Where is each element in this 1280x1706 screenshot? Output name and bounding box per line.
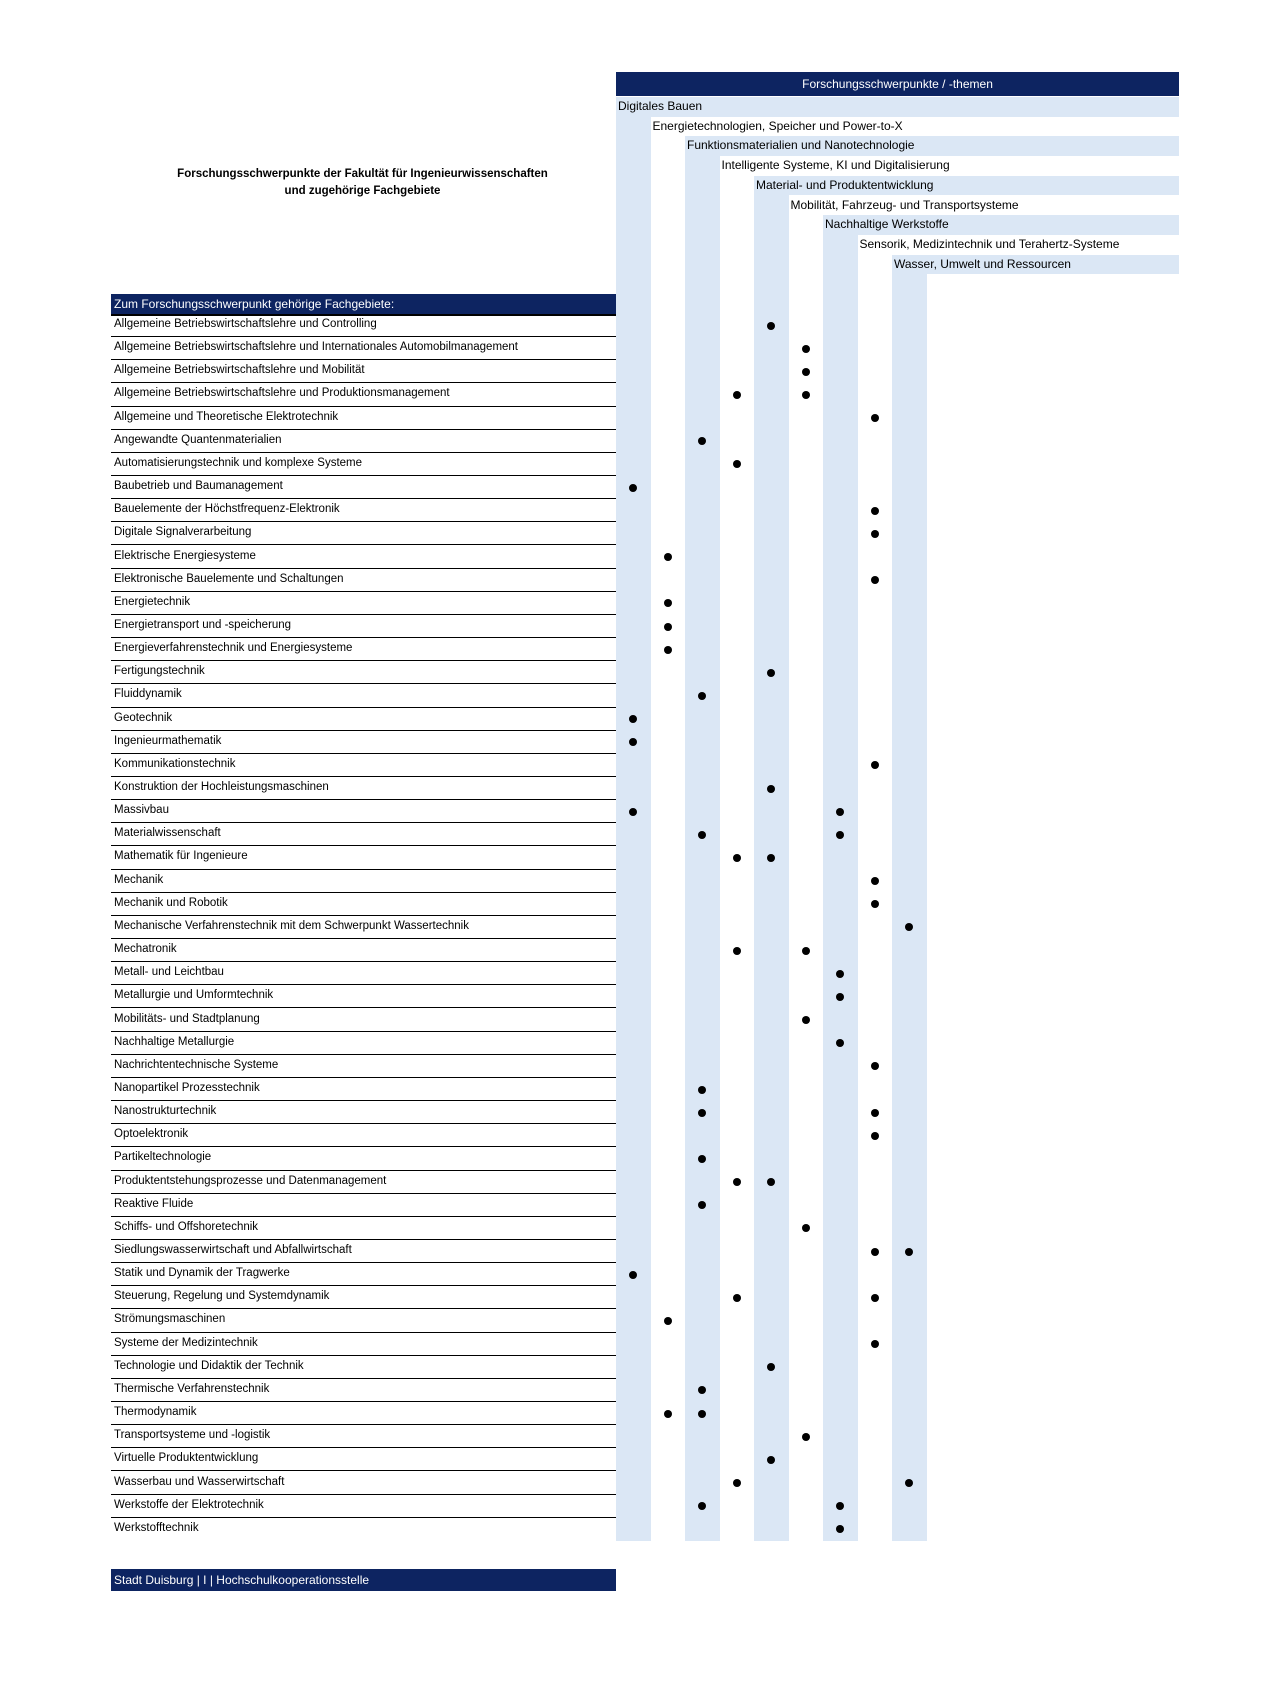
mark-dot: [767, 785, 775, 793]
mark-dot: [802, 391, 810, 399]
mark-dot: [836, 808, 844, 816]
table-row: [111, 638, 616, 661]
mark-dot: [802, 1433, 810, 1441]
footer-bar: [111, 1569, 616, 1591]
table-row: [111, 1425, 616, 1448]
fachgebiet-label: Baubetrieb und Baumanagement: [114, 480, 283, 493]
fachgebiet-label: Transportsysteme und -logistik: [114, 1429, 271, 1442]
table-row: [111, 1171, 616, 1194]
mark-dot: [698, 1109, 706, 1117]
page-title: [150, 166, 575, 200]
fachgebiet-label: Mathematik für Ingenieure: [114, 850, 248, 863]
mark-dot: [629, 484, 637, 492]
fachgebiet-label: Werkstofftechnik: [114, 1521, 199, 1534]
fachgebiet-label: Geotechnik: [114, 711, 173, 724]
topic-label: Wasser, Umwelt und Ressourcen: [894, 256, 1071, 271]
topic-label: Energietechnologien, Speicher und Power-to-X: [652, 118, 903, 133]
table-row: [111, 1240, 616, 1263]
table-row: [111, 1147, 616, 1170]
table-row: [111, 1356, 616, 1379]
mark-dot: [871, 1294, 879, 1302]
topic-label: Funktionsmaterialien und Nanotechnologie: [687, 138, 915, 153]
fachgebiet-label: Partikeltechnologie: [114, 1151, 212, 1164]
table-row: [111, 1055, 616, 1078]
fachgebiete-header: [111, 294, 616, 314]
mark-dot: [733, 1479, 741, 1487]
fachgebiet-label: Massivbau: [114, 804, 169, 817]
table-row: [111, 1078, 616, 1101]
fachgebiet-label: Thermische Verfahrenstechnik: [114, 1382, 270, 1395]
table-row: [111, 1379, 616, 1402]
table-row: [111, 360, 616, 383]
topic-label: Nachhaltige Werkstoffe: [825, 217, 949, 232]
table-row: [111, 1472, 616, 1495]
table-row: [111, 1448, 616, 1471]
footer-label: Stadt Duisburg | I | Hochschulkooperationsstelle: [114, 1573, 370, 1587]
fachgebiet-label: Konstruktion der Hochleistungsmaschinen: [114, 781, 329, 793]
table-row: [111, 731, 616, 754]
fachgebiet-label: Bauelemente der Höchstfrequenz-Elektronik: [114, 503, 340, 516]
table-row: [111, 754, 616, 777]
mark-dot: [871, 1132, 879, 1140]
fachgebiet-label: Allgemeine Betriebswirtschaftslehre und Produktionsmanagement: [114, 387, 450, 400]
table-row: [111, 939, 616, 962]
research-focus-header: [616, 72, 1179, 96]
table-row: [111, 383, 616, 406]
fachgebiet-label: Energieverfahrenstechnik und Energiesysteme: [114, 642, 353, 655]
fachgebiet-label: Nachrichtentechnische Systeme: [114, 1058, 279, 1071]
table-row: [111, 1194, 616, 1217]
table-row: [111, 893, 616, 916]
fachgebiet-label: Mobilitäts- und Stadtplanung: [114, 1012, 260, 1025]
mark-dot: [767, 322, 775, 330]
table-row: [111, 1009, 616, 1032]
fachgebiet-label: Mechanische Verfahrenstechnik mit dem Schwerpunkt Wassertechnik: [114, 919, 469, 932]
table-row: [111, 1402, 616, 1425]
topic-label: Material- und Produktentwicklung: [756, 177, 934, 192]
mark-dot: [871, 530, 879, 538]
table-row: [111, 962, 616, 985]
table-row: [111, 661, 616, 684]
table-row: [111, 985, 616, 1008]
fachgebiet-label: Angewandte Quantenmaterialien: [114, 433, 282, 446]
topic-label: Mobilität, Fahrzeug- und Transportsysteme: [790, 197, 1019, 212]
fachgebiet-label: Steuerung, Regelung und Systemdynamik: [114, 1290, 330, 1303]
fachgebiet-label: Fluiddynamik: [114, 688, 182, 701]
fachgebiet-label: Werkstoffe der Elektrotechnik: [114, 1498, 264, 1511]
mark-dot: [871, 507, 879, 515]
mark-dot: [871, 1109, 879, 1117]
research-focus-header-label: Forschungsschwerpunkte / -themen: [802, 77, 993, 91]
fachgebiet-label: Metall- und Leichtbau: [114, 966, 224, 979]
mark-dot: [836, 970, 844, 978]
table-row: [111, 1518, 616, 1540]
column-shading: [616, 97, 651, 1541]
table-row: [111, 1032, 616, 1055]
table-row: [111, 1263, 616, 1286]
mark-dot: [733, 1178, 741, 1186]
topic-label: Digitales Bauen: [618, 99, 703, 113]
fachgebiet-label: Technologie und Didaktik der Technik: [114, 1359, 304, 1372]
table-row: [111, 592, 616, 615]
mark-dot: [664, 599, 672, 607]
table-row: [111, 430, 616, 453]
table-row: [111, 407, 616, 430]
fachgebiet-label: Optoelektronik: [114, 1128, 189, 1141]
fachgebiet-label: Systeme der Medizintechnik: [114, 1336, 258, 1349]
mark-dot: [871, 900, 879, 908]
table-row: [111, 916, 616, 939]
mark-dot: [871, 576, 879, 584]
table-row: [111, 499, 616, 522]
mark-dot: [733, 1294, 741, 1302]
mark-dot: [733, 460, 741, 468]
table-row: [111, 800, 616, 823]
table-row: [111, 708, 616, 731]
mark-dot: [871, 1248, 879, 1256]
mark-dot: [664, 1410, 672, 1418]
fachgebiet-label: Energietransport und -speicherung: [114, 618, 292, 631]
mark-dot: [664, 553, 672, 561]
table-row: [111, 1333, 616, 1356]
fachgebiet-label: Nanopartikel Prozesstechnik: [114, 1081, 260, 1094]
table-row: [111, 314, 616, 337]
table-row: [111, 684, 616, 707]
fachgebiet-label: Mechanik und Robotik: [114, 896, 228, 909]
fachgebiet-label: Digitale Signalverarbeitung: [114, 526, 252, 539]
fachgebiete-header-label: Zum Forschungsschwerpunkt gehörige Fachgebiete:: [114, 297, 395, 311]
fachgebiet-label: Siedlungswasserwirtschaft und Abfallwirtschaft: [114, 1244, 352, 1256]
fachgebiet-label: Automatisierungstechnik und komplexe Systeme: [114, 456, 363, 469]
table-row: [111, 546, 616, 569]
fachgebiet-label: Allgemeine Betriebswirtschaftslehre und Internationales Automobilmanagement: [114, 341, 519, 354]
table-row: [111, 337, 616, 360]
fachgebiet-label: Nanostrukturtechnik: [114, 1105, 217, 1118]
fachgebiet-label: Thermodynamik: [114, 1406, 197, 1419]
fachgebiet-label: Mechatronik: [114, 943, 177, 956]
mark-dot: [698, 1410, 706, 1418]
table-row: [111, 476, 616, 499]
table-row: [111, 1309, 616, 1332]
mark-dot: [871, 877, 879, 885]
fachgebiet-label: Fertigungstechnik: [114, 665, 205, 678]
mark-dot: [802, 1016, 810, 1024]
fachgebiet-label: Elektronische Bauelemente und Schaltungen: [114, 572, 344, 585]
fachgebiet-label: Schiffs- und Offshoretechnik: [114, 1220, 259, 1233]
mark-dot: [802, 1224, 810, 1232]
fachgebiet-label: Allgemeine Betriebswirtschaftslehre und Mobilität: [114, 364, 365, 377]
mark-dot: [629, 808, 637, 816]
fachgebiet-label: Materialwissenschaft: [114, 827, 221, 840]
table-row: [111, 522, 616, 545]
table-row: [111, 569, 616, 592]
title-line-1: Forschungsschwerpunkte der Fakultät für Ingenieurwissenschaften: [177, 168, 548, 180]
mark-dot: [698, 1086, 706, 1094]
mark-dot: [733, 947, 741, 955]
table-row: [111, 453, 616, 476]
fachgebiet-label: Nachhaltige Metallurgie: [114, 1035, 235, 1048]
fachgebiet-label: Strömungsmaschinen: [114, 1313, 226, 1326]
title-line-2: und zugehörige Fachgebiete: [284, 185, 441, 197]
fachgebiet-label: Allgemeine Betriebswirtschaftslehre und Controlling: [114, 318, 377, 330]
fachgebiet-label: Statik und Dynamik der Tragwerke: [114, 1267, 290, 1280]
fachgebiet-label: Mechanik: [114, 873, 164, 886]
fachgebiet-label: Ingenieurmathematik: [114, 734, 222, 747]
mark-dot: [629, 1271, 637, 1279]
fachgebiet-label: Kommunikationstechnik: [114, 757, 236, 770]
mark-dot: [664, 646, 672, 654]
mark-dot: [802, 345, 810, 353]
topic-label: Intelligente Systeme, KI und Digitalisierung: [721, 158, 950, 173]
table-row: [111, 1495, 616, 1518]
table-row: [111, 615, 616, 638]
table-row: [111, 846, 616, 869]
mark-dot: [871, 1062, 879, 1070]
table-row: [111, 1286, 616, 1309]
mark-dot: [871, 1340, 879, 1348]
fachgebiet-label: Reaktive Fluide: [114, 1197, 194, 1210]
mark-dot: [871, 761, 879, 769]
table-row: [111, 1101, 616, 1124]
topic-label: Sensorik, Medizintechnik und Terahertz-Systeme: [859, 236, 1120, 251]
mark-dot: [664, 623, 672, 631]
table-row: [111, 823, 616, 846]
fachgebiet-label: Produktentstehungsprozesse und Datenmanagement: [114, 1174, 387, 1187]
column-shading: [892, 255, 927, 1541]
mark-dot: [802, 368, 810, 376]
fachgebiet-label: Wasserbau und Wasserwirtschaft: [114, 1475, 285, 1488]
fachgebiet-label: Virtuelle Produktentwicklung: [114, 1452, 259, 1465]
table-row: [111, 870, 616, 893]
table-row: [111, 1217, 616, 1240]
mark-dot: [664, 1317, 672, 1325]
fachgebiet-label: Elektrische Energiesysteme: [114, 549, 256, 562]
mark-dot: [733, 391, 741, 399]
column-shading: [823, 215, 858, 1541]
fachgebiet-label: Metallurgie und Umformtechnik: [114, 989, 274, 1002]
mark-dot: [905, 1248, 913, 1256]
fachgebiet-label: Energietechnik: [114, 595, 191, 608]
mark-dot: [871, 414, 879, 422]
table-row: [111, 1124, 616, 1147]
mark-dot: [802, 947, 810, 955]
fachgebiet-label: Allgemeine und Theoretische Elektrotechnik: [114, 410, 339, 423]
table-row: [111, 777, 616, 800]
mark-dot: [733, 854, 741, 862]
